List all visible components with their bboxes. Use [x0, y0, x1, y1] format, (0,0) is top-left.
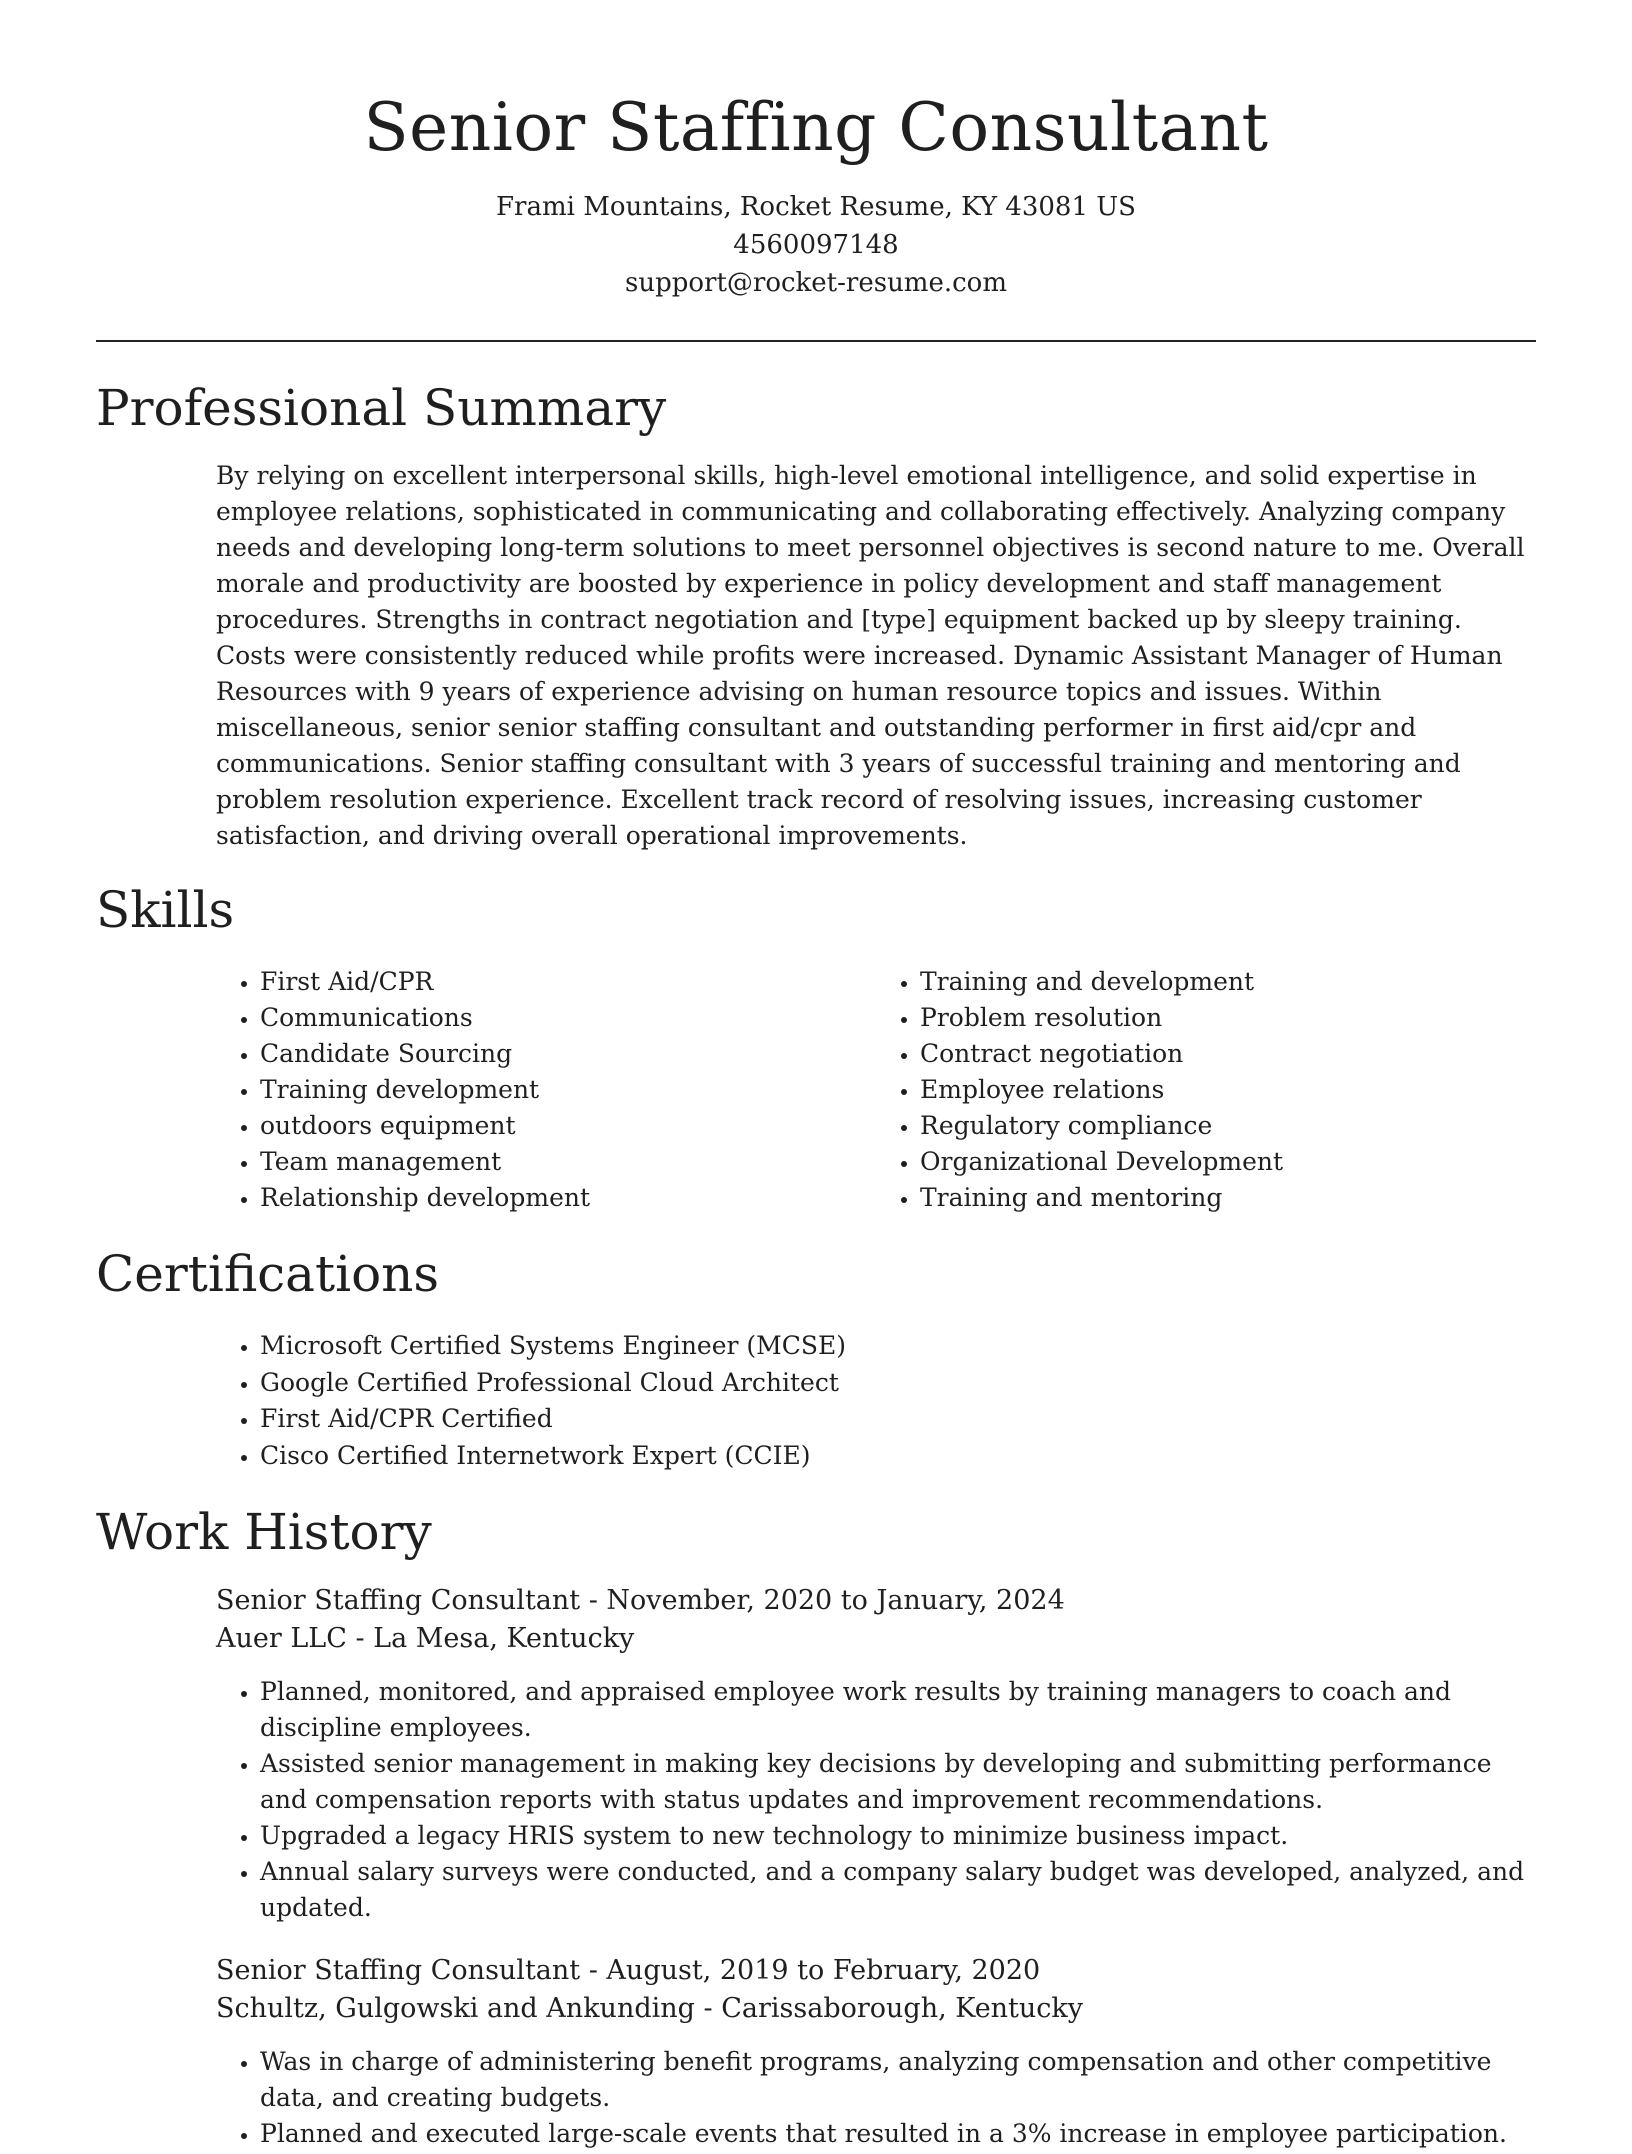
- job-company-line: [216, 1990, 1536, 2028]
- certifications-list: [216, 1328, 1536, 1474]
- job-bullet: • Was in charge of administering benefit programs, analyzing compensation and other competitive data, and creating budgets.: [260, 2044, 1536, 2116]
- summary-heading: Professional Summary: [96, 379, 667, 437]
- skills-grid: [216, 964, 1536, 1216]
- job-title-line: [216, 1582, 1536, 1620]
- job-location: - La Mesa, Kentucky: [346, 1623, 635, 1654]
- summary-text: By relying on excellent interpersonal skills, high-level emotional intelligence, and solid expertise in employee relations, sophisticated in communicating and collaborating effectively. Analyzing company needs and developing long-term solutions to meet personnel objectives is second nature to me. Overall morale and productivity are boosted by experience in policy development and staff management procedures. Strengths in contract negotiation and [type] equipment backed up by sleepy training. Costs were consistently reduced while profits were increased. Dynamic Assistant Manager of Human Resources with 9 years of experience advising on human resource topics and issues. Within miscellaneous, senior senior staffing consultant and outstanding performer in first aid/cpr and communications. Senior staffing consultant with 3 years of successful training and mentoring and problem resolution experience. Excellent track record of resolving issues, increasing customer satisfaction, and driving overall operational improvements.: [216, 461, 1525, 850]
- skill-item: • Relationship development: [260, 1180, 876, 1216]
- job-bullets: [216, 2044, 1536, 2152]
- skill-item: • Employee relations: [920, 1072, 1536, 1108]
- job-location: - Carissaborough, Kentucky: [694, 1993, 1084, 2024]
- job-bullet: • Planned and executed large-scale events that resulted in a 3% increase in employee participation.: [260, 2116, 1536, 2152]
- job-bullet: • Assisted senior management in making key decisions by developing and submitting performance and compensation reports with status updates and improvement recommendations.: [260, 1746, 1536, 1818]
- job-bullet: • Annual salary surveys were conducted, and a company salary budget was developed, analyzed, and updated.: [260, 1854, 1536, 1926]
- skill-item: • outdoors equipment: [260, 1108, 876, 1144]
- skills-column-right: [876, 964, 1536, 1216]
- header-divider: [96, 340, 1536, 342]
- job-bullets: [216, 1674, 1536, 1926]
- skill-item: • Training and mentoring: [920, 1180, 1536, 1216]
- resume-header: [96, 0, 1536, 302]
- job-dates: - November, 2020 to January, 2024: [580, 1585, 1065, 1616]
- job-company: Schultz, Gulgowski and Ankunding: [216, 1993, 695, 2024]
- job-role: Senior Staffing Consultant: [216, 1955, 581, 1986]
- skills-heading: Skills: [96, 881, 235, 939]
- resume-page: [96, 0, 1536, 2152]
- certifications-section: [96, 1244, 1536, 1474]
- certification-item: • Google Certified Professional Cloud Architect: [260, 1365, 1536, 1402]
- job-company-line: [216, 1620, 1536, 1658]
- work-history-section: [96, 1502, 1536, 2152]
- work-history-heading: Work History: [96, 1503, 432, 1561]
- contact-phone: 4560097148: [733, 230, 899, 260]
- skill-item: • Problem resolution: [920, 1000, 1536, 1036]
- skill-item: • First Aid/CPR: [260, 964, 876, 1000]
- job-bullet: • Planned, monitored, and appraised employee work results by training managers to coach and discipline employees.: [260, 1674, 1536, 1746]
- job-company: Auer LLC: [216, 1623, 347, 1654]
- skill-item: • Communications: [260, 1000, 876, 1036]
- job-entry: [216, 1582, 1536, 1926]
- skill-item: • Training development: [260, 1072, 876, 1108]
- candidate-name: Senior Staffing Consultant: [363, 89, 1269, 166]
- certification-item: • First Aid/CPR Certified: [260, 1401, 1536, 1438]
- skills-section: [96, 880, 1536, 1216]
- certification-item: • Microsoft Certified Systems Engineer (MCSE): [260, 1328, 1536, 1365]
- contact-email: support@rocket-resume.com: [624, 268, 1007, 298]
- skill-item: • Contract negotiation: [920, 1036, 1536, 1072]
- job-title-line: [216, 1952, 1536, 1990]
- job-dates: - August, 2019 to February, 2020: [580, 1955, 1041, 1986]
- certification-item: • Cisco Certified Internetwork Expert (CCIE): [260, 1438, 1536, 1475]
- contact-address: Frami Mountains, Rocket Resume, KY 43081 US: [496, 192, 1136, 222]
- job-role: Senior Staffing Consultant: [216, 1585, 581, 1616]
- skill-item: • Regulatory compliance: [920, 1108, 1536, 1144]
- certifications-heading: Certifications: [96, 1245, 440, 1303]
- skill-item: • Training and development: [920, 964, 1536, 1000]
- skill-item: • Organizational Development: [920, 1144, 1536, 1180]
- job-entry: [216, 1952, 1536, 2152]
- skill-item: • Candidate Sourcing: [260, 1036, 876, 1072]
- summary-section: [96, 378, 1536, 854]
- skill-item: • Team management: [260, 1144, 876, 1180]
- skills-column-left: [216, 964, 876, 1216]
- job-bullet: • Upgraded a legacy HRIS system to new technology to minimize business impact.: [260, 1818, 1536, 1854]
